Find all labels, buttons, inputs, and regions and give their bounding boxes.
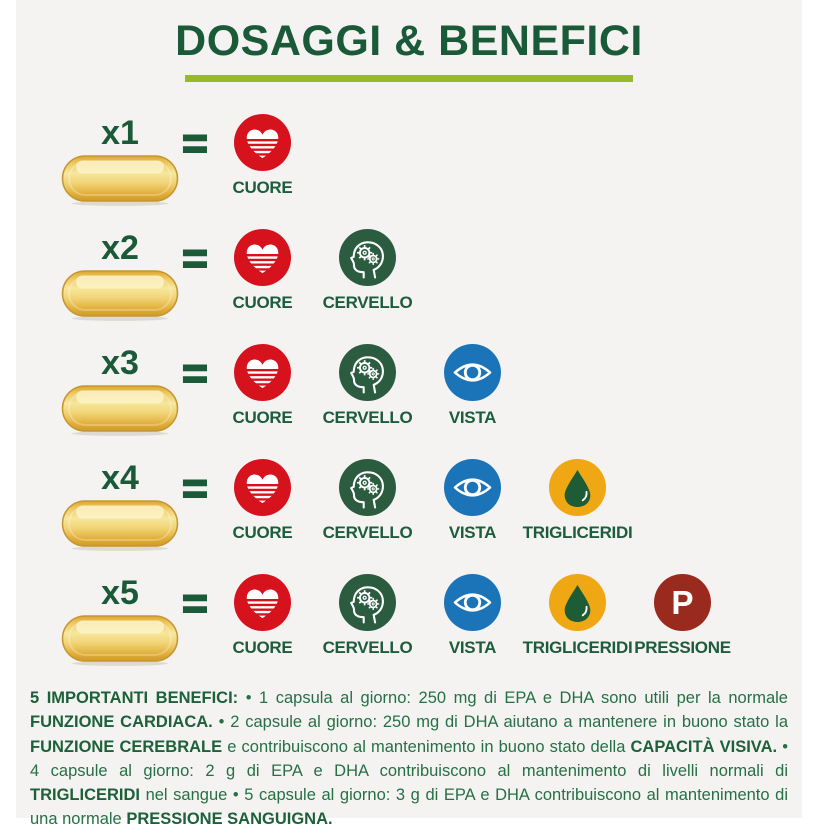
benefit-label: TRIGLICERIDI (522, 638, 633, 657)
dosage-rows (16, 108, 802, 680)
footer-text: nel sangue • 5 capsule al giorno: 3 g di EPA e DHA contribuiscono al mantenimento di una normale (30, 786, 788, 829)
dosage-row (16, 453, 802, 565)
benefit-label: CUORE (232, 178, 293, 197)
dose-cell (60, 568, 180, 666)
oil-drop-icon (549, 459, 606, 516)
dosage-row (16, 223, 802, 335)
benefit-icons (210, 338, 525, 428)
benefit-item-vista (420, 338, 525, 428)
benefit-label: VISTA (448, 523, 497, 542)
benefit-label: CERVELLO (322, 523, 413, 542)
capsule-image (61, 614, 179, 666)
heart-icon (234, 459, 291, 516)
benefit-item-cervello (315, 568, 420, 658)
dose-label: x4 (101, 459, 139, 497)
heart-icon (234, 574, 291, 631)
capsule-image (61, 499, 179, 551)
dose-label: x3 (101, 344, 139, 382)
benefit-item-cervello (315, 453, 420, 543)
benefit-label: CUORE (232, 408, 293, 427)
benefit-item-cuore (210, 568, 315, 658)
benefit-item-cervello (315, 338, 420, 428)
benefit-label: CUORE (232, 638, 293, 657)
benefit-label: CUORE (232, 293, 293, 312)
dose-label: x5 (101, 574, 139, 612)
footer-bold-text: CAPACITÀ VISIVA. (630, 737, 778, 756)
heart-icon (234, 229, 291, 286)
benefit-icons (210, 453, 633, 543)
equals-sign: = (182, 234, 208, 283)
equals-cell (180, 453, 210, 515)
benefit-icons (210, 108, 315, 198)
benefit-label: TRIGLICERIDI (522, 523, 633, 542)
footer-bold-text: FUNZIONE CEREBRALE (30, 737, 223, 756)
benefit-icons (210, 568, 735, 658)
dose-label: x2 (101, 229, 139, 267)
equals-sign: = (182, 349, 208, 398)
benefit-item-cuore (210, 338, 315, 428)
brain-icon (339, 459, 396, 516)
heart-icon (234, 114, 291, 171)
capsule-image (61, 384, 179, 436)
oil-drop-icon (549, 574, 606, 631)
brain-icon (339, 344, 396, 401)
dosage-row (16, 568, 802, 680)
benefit-item-pressione (630, 568, 735, 658)
benefit-item-cuore (210, 223, 315, 313)
page-title: DOSAGGI & BENEFICI (175, 17, 643, 65)
dosage-row (16, 108, 802, 220)
benefit-item-cervello (315, 223, 420, 313)
footer-bold-text: TRIGLICERIDI (30, 786, 140, 804)
heart-icon (234, 344, 291, 401)
benefits-paragraph (30, 686, 788, 832)
footer-text: e contribuiscono al mantenimento in buono stato della (222, 737, 631, 756)
benefit-item-trigliceridi (522, 453, 633, 543)
equals-sign: = (182, 579, 208, 628)
footer-text: • 4 capsule al giorno: 2 g di EPA e DHA contribuiscono al mantenimento di livelli normali di (30, 737, 788, 780)
equals-cell (180, 108, 210, 170)
footer-text: • 2 capsule al giorno: 250 mg di DHA aiutano a mantenere in buono stato la (212, 713, 788, 732)
equals-cell (180, 338, 210, 400)
benefit-label: VISTA (448, 408, 497, 427)
benefit-label: PRESSIONE (634, 638, 731, 657)
dose-cell (60, 338, 180, 436)
dose-cell (60, 108, 180, 206)
dose-cell (60, 453, 180, 551)
footer-bold-text: FUNZIONE CARDIACA. (30, 713, 213, 732)
benefit-item-cuore (210, 453, 315, 543)
benefit-item-vista (420, 568, 525, 658)
equals-sign: = (182, 464, 208, 513)
equals-cell (180, 223, 210, 285)
benefit-label: VISTA (448, 638, 497, 657)
dosage-row (16, 338, 802, 450)
title-underline (185, 75, 633, 82)
brain-icon (339, 574, 396, 631)
infographic-card (16, 0, 802, 829)
equals-sign: = (182, 119, 208, 168)
benefit-label: CERVELLO (322, 408, 413, 427)
eye-icon (444, 344, 501, 401)
benefit-label: CUORE (232, 523, 293, 542)
equals-cell (180, 568, 210, 630)
dose-label: x1 (101, 114, 139, 152)
capsule-image (61, 154, 179, 206)
capsule-image (61, 269, 179, 321)
footer-text: • 1 capsula al giorno: 250 mg di EPA e DHA sono utili per la normale (245, 689, 788, 707)
svg-text:P: P (671, 584, 694, 622)
benefit-item-cuore (210, 108, 315, 198)
benefit-icons (210, 223, 420, 313)
benefit-label: CERVELLO (322, 293, 413, 312)
benefit-item-trigliceridi (522, 568, 633, 658)
letter-p-icon (654, 574, 711, 631)
eye-icon (444, 574, 501, 631)
brain-icon (339, 229, 396, 286)
footer-bold-text: 5 IMPORTANTI BENEFICI: (30, 689, 246, 707)
dose-cell (60, 223, 180, 321)
eye-icon (444, 459, 501, 516)
benefit-item-vista (420, 453, 525, 543)
footer-bold-text: PRESSIONE SANGUIGNA. (126, 810, 333, 829)
benefit-label: CERVELLO (322, 638, 413, 657)
